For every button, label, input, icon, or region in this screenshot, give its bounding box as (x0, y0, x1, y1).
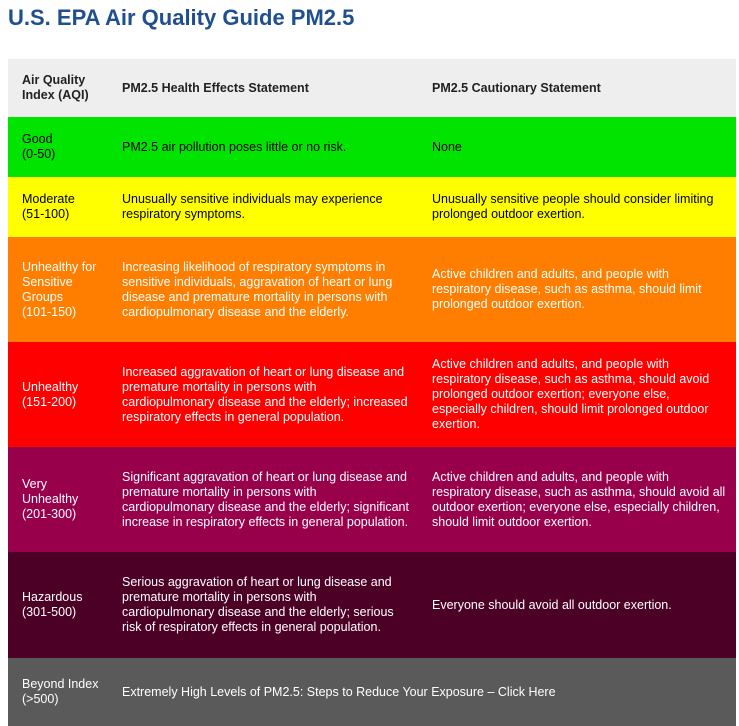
reduce-exposure-link[interactable]: Extremely High Levels of PM2.5: Steps to Reduce Your Exposure – Click Here (122, 684, 556, 699)
aqi-level-cell (8, 342, 108, 447)
page-title: U.S. EPA Air Quality Guide PM2.5 (8, 5, 355, 30)
aqi-level-cell (8, 552, 108, 658)
beyond-index-link-cell (108, 658, 736, 726)
header-health-effects: PM2.5 Health Effects Statement (122, 80, 309, 95)
aqi-level-name: Unhealthy for Sensitive Groups (22, 259, 97, 304)
aqi-level-cell (8, 117, 108, 177)
aqi-level-cell (8, 237, 108, 342)
cautionary-cell: Active children and adults, and people with respiratory disease, such as asthma, should avoid prolonged outdoor exertion; everyone else, especially children, should limit prolonged outdoor exertion. (432, 357, 710, 431)
aqi-level-cell (8, 658, 108, 726)
aqi-level-range: (>500) (22, 692, 59, 706)
aqi-level-name: Unhealthy (22, 379, 79, 394)
header-cautionary: PM2.5 Cautionary Statement (432, 80, 601, 95)
aqi-level-name: Moderate (22, 192, 75, 206)
row-unhealthy (8, 342, 736, 447)
table-header-row (8, 59, 736, 117)
aqi-level-cell (8, 447, 108, 552)
row-unhealthy-sensitive (8, 237, 736, 342)
aqi-level-range: (51-100) (22, 207, 70, 221)
row-beyond-index (8, 658, 736, 726)
aqi-level-name: Hazardous (22, 590, 83, 604)
aqi-level-range: (0-50) (22, 147, 56, 161)
row-moderate (8, 177, 736, 237)
row-hazardous (8, 552, 736, 658)
aqi-level-name: Very Unhealthy (22, 477, 79, 506)
aqi-level-range: (201-300) (22, 507, 77, 521)
health-effects-cell: Serious aggravation of heart or lung disease and premature mortality in persons with cardiopulmonary disease and the elderly; serious risk of respiratory effects in general population. (122, 575, 394, 634)
health-effects-cell: Increasing likelihood of respiratory symptoms in sensitive individuals, aggravation of heart or lung disease and premature mortality in persons with cardiopulmonary disease and the elderly. (122, 259, 393, 319)
aqi-level-range: (301-500) (22, 605, 77, 619)
row-good (8, 117, 736, 177)
cautionary-cell: Everyone should avoid all outdoor exertion. (432, 597, 672, 612)
cautionary-cell: None (432, 139, 462, 154)
health-effects-cell: PM2.5 air pollution poses little or no risk. (122, 139, 347, 154)
health-effects-cell: Unusually sensitive individuals may experience respiratory symptoms. (122, 192, 383, 221)
header-aqi: Air Quality Index (AQI) (22, 73, 89, 102)
aqi-level-range: (151-200) (22, 394, 77, 409)
cautionary-cell: Active children and adults, and people with respiratory disease, such as asthma, should avoid all outdoor exertion; everyone else, especially children, should limit outdoor exertion. (432, 469, 726, 529)
aqi-level-name: Beyond Index (22, 677, 99, 691)
row-very-unhealthy (8, 447, 736, 552)
aqi-table (8, 59, 736, 726)
aqi-level-range: (101-150) (22, 304, 77, 319)
cautionary-cell: Active children and adults, and people with respiratory disease, such as asthma, should limit prolonged outdoor exertion. (432, 267, 702, 311)
health-effects-cell: Increased aggravation of heart or lung disease and premature mortality in persons with cardiopulmonary disease and the elderly; increased respiratory effects in general population. (122, 364, 408, 424)
aqi-level-cell (8, 177, 108, 237)
aqi-level-name: Good (22, 132, 53, 146)
cautionary-cell: Unusually sensitive people should consider limiting prolonged outdoor exertion. (432, 192, 714, 221)
health-effects-cell: Significant aggravation of heart or lung disease and premature mortality in persons with cardiopulmonary disease and the elderly; significant increase in respiratory effects in general population. (122, 469, 409, 529)
